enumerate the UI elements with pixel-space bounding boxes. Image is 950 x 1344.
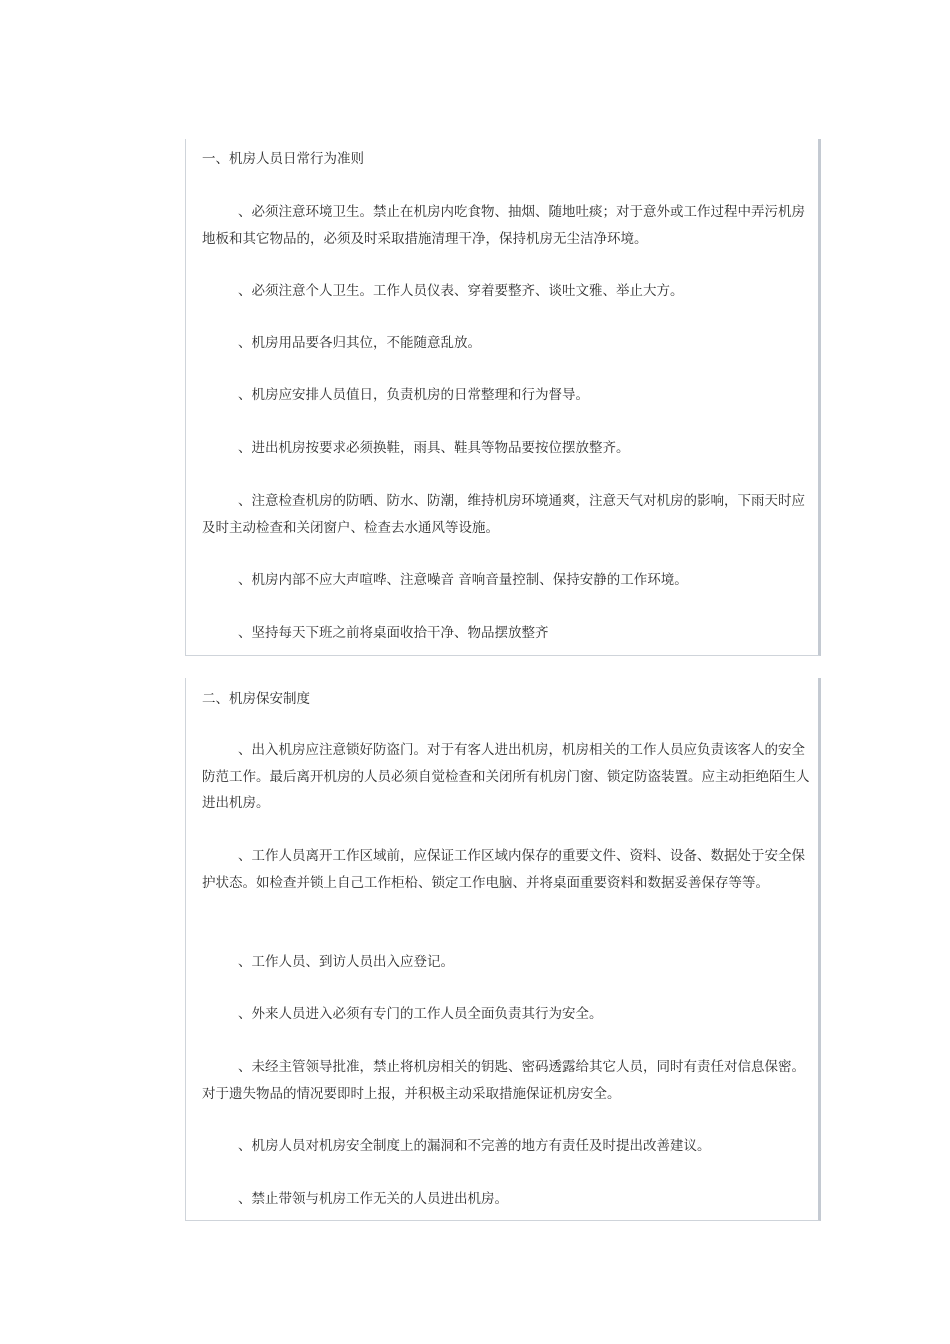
- rule-item: 、机房用品要各归其位，不能随意乱放。: [238, 335, 481, 351]
- rule-item: 、工作人员离开工作区域前，应保证工作区域内保存的重要文件、资料、设备、数据处于安全保护状态。如检查并锁上自己工作柜柗、锁定工作电脑、并将桌面重要资料和数据妥善保存等等。: [202, 848, 805, 891]
- rule-item: 、注意检查机房的防晒、防水、防潮，维持机房环境通爽，注意天气对机房的影响，下雨天时应及时主动检查和关闭窗户、检查去水通风等设施。: [202, 493, 805, 536]
- rule-item: 、进出机房按要求必须换鞋，雨具、鞋具等物品要按位摆放整齐。: [238, 440, 630, 456]
- rule-item: 、机房内部不应大声喧哗、注意噪音 音响音量控制、保持安静的工作环境。: [238, 572, 688, 588]
- rule-item: 、外来人员进入必须有专门的工作人员全面负责其行为安全。: [238, 1006, 603, 1022]
- rule-item: 、禁止带领与机房工作无关的人员进出机房。: [238, 1191, 508, 1207]
- rule-item: 、必须注意个人卫生。工作人员仪表、穿着要整齐、谈吐文雅、举止大方。: [238, 283, 684, 299]
- rule-item: 、出入机房应注意锁好防盗门。对于有客人进出机房，机房相关的工作人员应负责该客人的安全防范工作。最后离开机房的人员必须自觉检查和关闭所有机房门窗、锁定防盗装置。应主动拒绝陌生人进出机房。: [202, 742, 810, 811]
- section-title-2: 二、机房保安制度: [202, 691, 310, 707]
- section-title-1: 一、机房人员日常行为准则: [202, 151, 364, 167]
- rule-item: 、必须注意环境卫生。禁止在机房内吃食物、抽烟、随地吐痰；对于意外或工作过程中弄污机房地板和其它物品的，必须及时采取措施清理干净，保持机房无尘洁净环境。: [202, 204, 805, 247]
- rule-item: 、未经主管领导批准，禁止将机房相关的钥匙、密码透露给其它人员，同时有责任对信息保密。对于遗失物品的情况要即时上报，并积极主动采取措施保证机房安全。: [202, 1059, 805, 1102]
- rule-item: 、坚持每天下班之前将桌面收拾干净、物品摆放整齐: [238, 625, 549, 641]
- rule-item: 、工作人员、到访人员出入应登记。: [238, 954, 454, 970]
- rule-item: 、机房应安排人员值日，负责机房的日常整理和行为督导。: [238, 387, 589, 403]
- rule-item: 、机房人员对机房安全制度上的漏洞和不完善的地方有责任及时提出改善建议。: [238, 1138, 711, 1154]
